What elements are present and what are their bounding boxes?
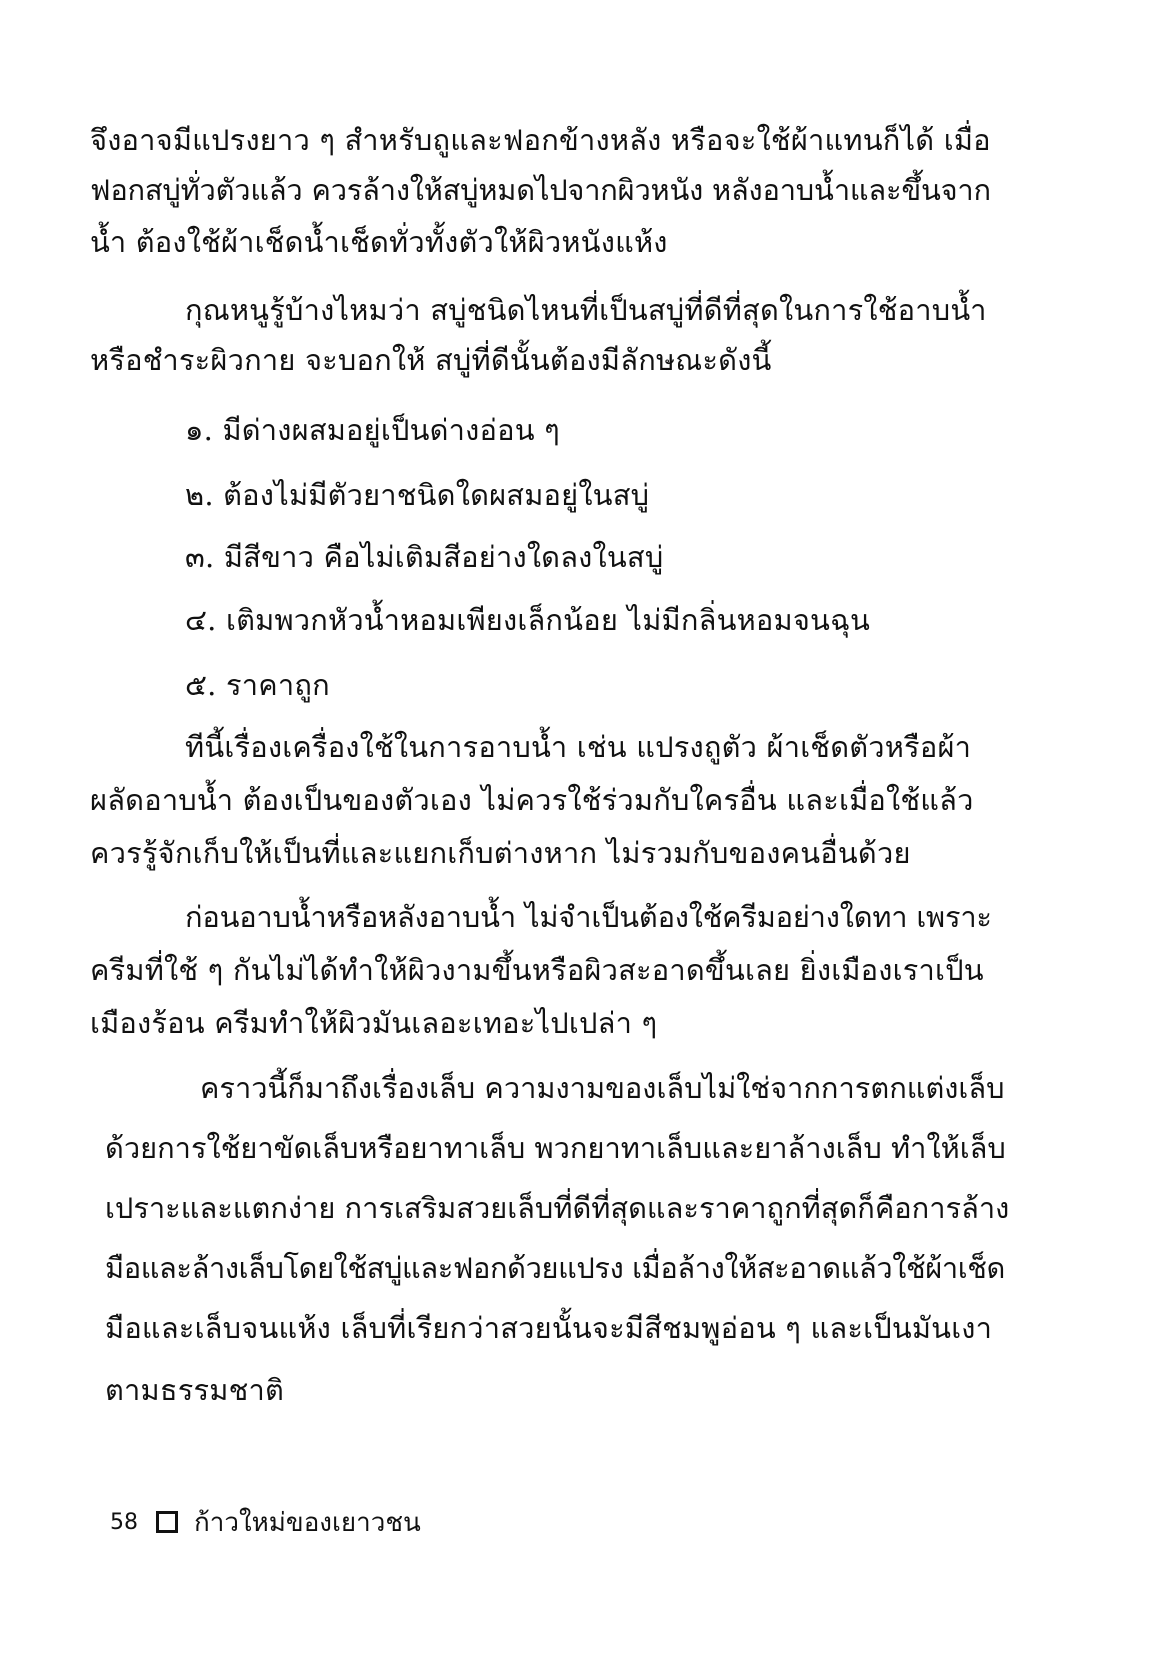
text-line: มือและล้างเล็บโดยใช้สบู่และฟอกด้วยแปรง เมื่อล้างให้สะอาดแล้วใช้ผ้าเช็ด	[105, 1251, 1005, 1285]
list-item: ๑. มีด่างผสมอยู่เป็นด่างอ่อน ๆ	[185, 413, 560, 447]
text-line: น้ำ ต้องใช้ผ้าเช็ดน้ำเช็ดทั่วทั้งตัวให้ผิวหนังแห้ง	[90, 225, 668, 259]
text-line: ทีนี้เรื่องเครื่องใช้ในการอาบน้ำ เช่น แปรงถูตัว ผ้าเช็ดตัวหรือผ้า	[185, 730, 972, 764]
list-item: ๓. มีสีขาว คือไม่เติมสีอย่างใดลงในสบู่	[185, 540, 664, 574]
text-line: เปราะและแตกง่าย การเสริมสวยเล็บที่ดีที่สุดและราคาถูกที่สุดก็คือการล้าง	[105, 1191, 1010, 1225]
list-item: ๕. ราคาถูก	[185, 668, 330, 702]
text-line: มือและเล็บจนแห้ง เล็บที่เรียกว่าสวยนั้นจะมีสีชมพูอ่อน ๆ และเป็นมันเงา	[105, 1311, 993, 1345]
text-line: เมืองร้อน ครีมทำให้ผิวมันเลอะเทอะไปเปล่า ๆ	[90, 1006, 658, 1040]
list-item: ๒. ต้องไม่มีตัวยาชนิดใดผสมอยู่ในสบู่	[185, 478, 650, 512]
text-line: ตามธรรมชาติ	[105, 1373, 285, 1407]
square-box-icon	[156, 1511, 178, 1533]
text-line: ด้วยการใช้ยาขัดเล็บหรือยาทาเล็บ พวกยาทาเล็บและยาล้างเล็บ ทำให้เล็บ	[105, 1131, 1006, 1165]
text-line: ครีมที่ใช้ ๆ กันไม่ได้ทำให้ผิวงามขึ้นหรือผิวสะอาดขึ้นเลย ยิ่งเมืองเราเป็น	[90, 953, 984, 987]
text-line: จึงอาจมีแปรงยาว ๆ สำหรับถูและฟอกข้างหลัง หรือจะใช้ผ้าแทนก็ได้ เมื่อ	[90, 123, 991, 157]
list-item: ๔. เติมพวกหัวน้ำหอมเพียงเล็กน้อย ไม่มีกลิ่นหอมจนฉุน	[185, 603, 871, 637]
text-line: คราวนี้ก็มาถึงเรื่องเล็บ ความงามของเล็บไม่ใช่จากการตกแต่งเล็บ	[200, 1071, 1005, 1105]
book-title: ก้าวใหม่ของเยาวชน	[194, 1507, 421, 1538]
page-footer	[110, 1500, 421, 1544]
page-number: 58	[110, 1509, 138, 1535]
text-line: หรือชำระผิวกาย จะบอกให้ สบู่ที่ดีนั้นต้องมีลักษณะดังนี้	[90, 343, 772, 377]
text-line: ผลัดอาบน้ำ ต้องเป็นของตัวเอง ไม่ควรใช้ร่วมกับใครอื่น และเมื่อใช้แล้ว	[90, 783, 974, 817]
text-line: ควรรู้จักเก็บให้เป็นที่และแยกเก็บต่างหาก ไม่รวมกับของคนอื่นด้วย	[90, 836, 911, 870]
text-line: ก่อนอาบน้ำหรือหลังอาบน้ำ ไม่จำเป็นต้องใช้ครีมอย่างใดทา เพราะ	[185, 900, 992, 934]
text-line: กุณหนูรู้บ้างไหมว่า สบู่ชนิดไหนที่เป็นสบู่ที่ดีที่สุดในการใช้อาบน้ำ	[185, 293, 987, 327]
text-line: ฟอกสบู่ทั่วตัวแล้ว ควรล้างให้สบู่หมดไปจากผิวหนัง หลังอาบน้ำและขึ้นจาก	[90, 173, 991, 207]
